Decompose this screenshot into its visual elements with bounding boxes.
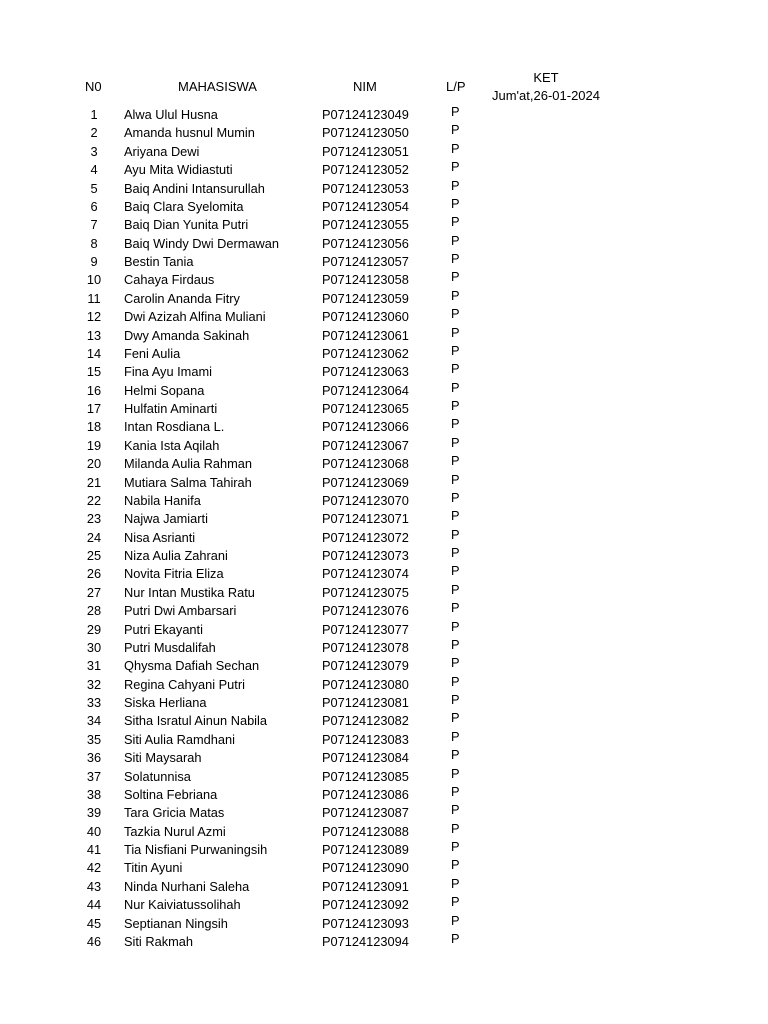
row-number: 37 <box>86 768 102 784</box>
row-number: 12 <box>86 309 102 325</box>
student-name: Dwy Amanda Sakinah <box>124 327 250 343</box>
student-gender: P <box>451 471 460 487</box>
student-nim: P07124123076 <box>322 603 409 619</box>
table-row <box>0 618 768 639</box>
student-name: Amanda husnul Mumin <box>124 125 255 141</box>
row-number: 5 <box>90 180 98 196</box>
row-number: 20 <box>86 456 102 472</box>
table-row <box>0 471 768 492</box>
student-gender: P <box>451 875 460 891</box>
student-nim: P07124123083 <box>322 731 409 747</box>
row-number: 2 <box>90 125 98 141</box>
student-name: Intan Rosdiana L. <box>124 419 225 435</box>
row-number: 23 <box>86 511 102 527</box>
row-number: 14 <box>86 345 102 361</box>
row-number: 33 <box>86 695 102 710</box>
student-name: Sitha Isratul Ainun Nabila <box>124 713 267 729</box>
table-header <box>0 66 768 106</box>
student-name: Nabila Hanifa <box>124 492 201 508</box>
student-name: Baiq Andini Intansurullah <box>124 180 265 196</box>
student-nim: P07124123067 <box>322 437 409 453</box>
header-ket-date: Jum'at,26-01-2024 <box>492 88 600 103</box>
row-number: 15 <box>86 364 102 380</box>
student-gender: P <box>451 600 460 616</box>
row-number: 21 <box>86 474 102 490</box>
student-nim: P07124123061 <box>322 327 409 343</box>
table-row <box>0 912 768 933</box>
table-row <box>0 565 768 583</box>
student-nim: P07124123091 <box>322 878 409 894</box>
row-number: 30 <box>86 639 102 655</box>
student-nim: P07124123054 <box>322 198 409 214</box>
student-gender: P <box>451 306 460 322</box>
table-row <box>0 896 768 914</box>
student-name: Soltina Febriana <box>124 786 218 802</box>
student-gender: P <box>451 159 460 175</box>
row-number: 43 <box>86 878 102 894</box>
student-name: Putri Dwi Ambarsari <box>124 603 237 619</box>
table-row <box>0 363 768 381</box>
student-nim: P07124123086 <box>322 786 409 802</box>
table-row <box>0 930 768 951</box>
student-nim: P07124123085 <box>322 768 409 784</box>
header-ket <box>486 69 606 105</box>
table-row <box>0 379 768 400</box>
row-number: 19 <box>86 437 102 453</box>
table-row <box>0 253 768 271</box>
row-number: 7 <box>90 217 98 233</box>
header-ket-label: KET <box>533 70 559 85</box>
table-row <box>0 342 768 363</box>
student-gender: P <box>451 453 460 469</box>
table-row <box>0 712 768 730</box>
table-row <box>0 749 768 767</box>
table-row <box>0 271 768 289</box>
student-gender: P <box>451 765 460 781</box>
student-gender: P <box>451 342 460 358</box>
student-nim: P07124123057 <box>322 254 409 269</box>
student-gender: P <box>451 398 460 413</box>
student-nim: P07124123075 <box>322 584 409 600</box>
student-nim: P07124123058 <box>322 272 409 288</box>
student-nim: P07124123065 <box>322 401 409 416</box>
row-number: 4 <box>90 162 98 178</box>
row-number: 28 <box>86 603 102 619</box>
student-name: Ninda Nurhani Saleha <box>124 878 250 894</box>
student-name: Nur Kaiviatussolihah <box>124 897 241 913</box>
student-nim: P07124123071 <box>322 511 409 527</box>
student-nim: P07124123087 <box>322 805 409 821</box>
row-number: 22 <box>86 492 102 508</box>
student-nim: P07124123069 <box>322 474 409 490</box>
student-gender: P <box>451 857 460 873</box>
student-nim: P07124123073 <box>322 548 409 563</box>
student-nim: P07124123094 <box>322 933 409 949</box>
student-gender: P <box>451 545 460 560</box>
table-row <box>0 418 768 436</box>
table-row <box>0 195 768 216</box>
student-name: Fina Ayu Imami <box>124 364 212 380</box>
student-name: Cahaya Firdaus <box>124 272 215 288</box>
student-name: Nur Intan Mustika Ratu <box>124 584 255 600</box>
student-name: Carolin Ananda Fitry <box>124 290 240 306</box>
student-nim: P07124123079 <box>322 658 409 674</box>
student-nim: P07124123068 <box>322 456 409 472</box>
student-name: Baiq Dian Yunita Putri <box>124 217 249 233</box>
student-name: Titin Ayuni <box>124 860 183 876</box>
row-number: 1 <box>90 107 98 122</box>
row-number: 32 <box>86 676 102 692</box>
student-nim: P07124123063 <box>322 364 409 380</box>
table-row <box>0 765 768 786</box>
student-gender: P <box>451 820 460 836</box>
student-nim: P07124123081 <box>322 695 409 710</box>
student-nim: P07124123074 <box>322 566 409 582</box>
student-nim: P07124123070 <box>322 492 409 508</box>
student-name: Tara Gricia Matas <box>124 805 225 821</box>
student-nim: P07124123051 <box>322 143 409 159</box>
row-number: 41 <box>86 842 102 857</box>
row-number: 35 <box>86 731 102 747</box>
student-gender: P <box>451 563 460 579</box>
student-nim: P07124123093 <box>322 915 409 931</box>
row-number: 8 <box>90 235 98 251</box>
row-number: 42 <box>86 860 102 876</box>
student-gender: P <box>451 636 460 652</box>
table-row <box>0 287 768 308</box>
table-row <box>0 324 768 345</box>
table-row <box>0 694 768 712</box>
student-gender: P <box>451 802 460 818</box>
student-name: Regina Cahyani Putri <box>124 676 245 692</box>
student-gender: P <box>451 894 460 910</box>
row-number: 9 <box>90 254 98 269</box>
student-gender: P <box>451 839 460 854</box>
student-nim: P07124123082 <box>322 713 409 729</box>
student-nim: P07124123059 <box>322 290 409 306</box>
table-row <box>0 124 768 142</box>
header-mahasiswa: MAHASISWA <box>178 79 257 94</box>
student-gender: P <box>451 177 460 193</box>
table-row <box>0 455 768 473</box>
table-row <box>0 489 768 510</box>
student-gender: P <box>451 655 460 671</box>
table-row <box>0 581 768 602</box>
student-gender: P <box>451 104 460 119</box>
student-gender: P <box>451 361 460 377</box>
student-nim: P07124123089 <box>322 842 409 857</box>
row-number: 40 <box>86 823 102 839</box>
student-name: Solatunnisa <box>124 768 191 784</box>
student-gender: P <box>451 122 460 138</box>
table-row <box>0 673 768 694</box>
student-nim: P07124123092 <box>322 897 409 913</box>
table-row <box>0 140 768 161</box>
student-gender: P <box>451 379 460 395</box>
table-row <box>0 602 768 620</box>
table-row <box>0 728 768 749</box>
student-gender: P <box>451 526 460 542</box>
student-name: Kania Ista Aqilah <box>124 437 220 453</box>
row-number: 29 <box>86 621 102 637</box>
student-name: Septianan Ningsih <box>124 915 228 931</box>
row-number: 24 <box>86 529 102 545</box>
student-name: Milanda Aulia Rahman <box>124 456 253 472</box>
row-number: 11 <box>87 290 101 306</box>
student-nim: P07124123055 <box>322 217 409 233</box>
student-gender: P <box>451 324 460 340</box>
student-name: Ayu Mita Widiastuti <box>124 162 233 178</box>
table-row <box>0 841 768 859</box>
student-gender: P <box>451 287 460 303</box>
student-gender: P <box>451 508 460 524</box>
student-nim: P07124123072 <box>322 529 409 545</box>
student-gender: P <box>451 618 460 634</box>
student-gender: P <box>451 673 460 689</box>
row-number: 16 <box>86 382 102 398</box>
student-name: Putri Ekayanti <box>124 621 203 637</box>
student-nim: P07124123053 <box>322 180 409 196</box>
student-name: Dwi Azizah Alfina Muliani <box>124 309 266 325</box>
table-body <box>0 106 768 951</box>
student-name: Baiq Windy Dwi Dermawan <box>124 235 280 251</box>
row-number: 17 <box>86 401 102 416</box>
table-row <box>0 216 768 234</box>
table-row <box>0 875 768 896</box>
table-row <box>0 308 768 326</box>
table-row <box>0 400 768 418</box>
student-nim: P07124123049 <box>322 107 409 122</box>
header-lp: L/P <box>446 79 466 94</box>
student-name: Siti Rakmah <box>124 933 193 949</box>
table-row <box>0 232 768 253</box>
student-nim: P07124123056 <box>322 235 409 251</box>
table-row <box>0 636 768 657</box>
student-nim: P07124123088 <box>322 823 409 839</box>
student-gender: P <box>451 581 460 597</box>
row-number: 25 <box>86 548 102 563</box>
student-nim: P07124123077 <box>322 621 409 637</box>
row-number: 36 <box>86 750 102 766</box>
table-row <box>0 804 768 822</box>
table-row <box>0 434 768 455</box>
student-nim: P07124123066 <box>322 419 409 435</box>
table-row <box>0 657 768 675</box>
student-name: Hulfatin Aminarti <box>124 401 218 416</box>
student-nim: P07124123050 <box>322 125 409 141</box>
student-gender: P <box>451 489 460 505</box>
student-gender: P <box>451 728 460 744</box>
row-number: 38 <box>86 786 102 802</box>
row-number: 26 <box>86 566 102 582</box>
student-gender: P <box>451 269 460 285</box>
header-nim: NIM <box>353 79 377 94</box>
table-row <box>0 783 768 804</box>
student-gender: P <box>451 912 460 928</box>
row-number: 13 <box>86 327 102 343</box>
student-nim: P07124123090 <box>322 860 409 876</box>
row-number: 6 <box>90 198 98 214</box>
student-name: Tazkia Nurul Azmi <box>124 823 226 839</box>
student-nim: P07124123080 <box>322 676 409 692</box>
row-number: 39 <box>86 805 102 821</box>
student-name: Qhysma Dafiah Sechan <box>124 658 260 674</box>
student-gender: P <box>451 747 460 763</box>
student-name: Feni Aulia <box>124 345 181 361</box>
student-gender: P <box>451 692 460 707</box>
student-name: Ariyana Dewi <box>124 143 200 159</box>
row-number: 3 <box>90 143 98 159</box>
table-row <box>0 547 768 565</box>
student-name: Siti Aulia Ramdhani <box>124 731 235 747</box>
student-gender: P <box>451 710 460 726</box>
student-name: Bestin Tania <box>124 254 194 269</box>
student-nim: P07124123052 <box>322 162 409 178</box>
header-no: N0 <box>85 79 102 94</box>
student-name: Nisa Asrianti <box>124 529 196 545</box>
student-gender: P <box>451 251 460 266</box>
student-name: Tia Nisfiani Purwaningsih <box>124 842 268 857</box>
table-row <box>0 859 768 877</box>
student-nim: P07124123078 <box>322 639 409 655</box>
student-gender: P <box>451 930 460 946</box>
student-gender: P <box>451 783 460 799</box>
student-name: Alwa Ulul Husna <box>124 107 218 122</box>
row-number: 27 <box>86 584 102 600</box>
student-gender: P <box>451 232 460 248</box>
student-name: Helmi Sopana <box>124 382 205 398</box>
student-nim: P07124123084 <box>322 750 409 766</box>
table-row <box>0 820 768 841</box>
student-name: Putri Musdalifah <box>124 639 216 655</box>
table-row <box>0 106 768 124</box>
table-row <box>0 526 768 547</box>
student-name: Novita Fitria Eliza <box>124 566 224 582</box>
student-gender: P <box>451 434 460 450</box>
row-number: 34 <box>86 713 102 729</box>
row-number: 45 <box>86 915 102 931</box>
row-number: 31 <box>86 658 102 674</box>
row-number: 46 <box>86 933 102 949</box>
row-number: 10 <box>86 272 102 288</box>
row-number: 18 <box>86 419 102 435</box>
student-name: Siti Maysarah <box>124 750 202 766</box>
row-number: 44 <box>86 897 102 913</box>
student-nim: P07124123064 <box>322 382 409 398</box>
student-nim: P07124123060 <box>322 309 409 325</box>
student-name: Najwa Jamiarti <box>124 511 208 527</box>
student-nim: P07124123062 <box>322 345 409 361</box>
student-gender: P <box>451 140 460 156</box>
table-row <box>0 177 768 198</box>
student-name: Niza Aulia Zahrani <box>124 548 228 563</box>
student-gender: P <box>451 195 460 211</box>
student-name: Siska Herliana <box>124 695 207 710</box>
table-row <box>0 161 768 179</box>
student-gender: P <box>451 214 460 230</box>
student-name: Mutiara Salma Tahirah <box>124 474 252 490</box>
student-gender: P <box>451 416 460 432</box>
table-row <box>0 510 768 528</box>
student-name: Baiq Clara Syelomita <box>124 198 244 214</box>
